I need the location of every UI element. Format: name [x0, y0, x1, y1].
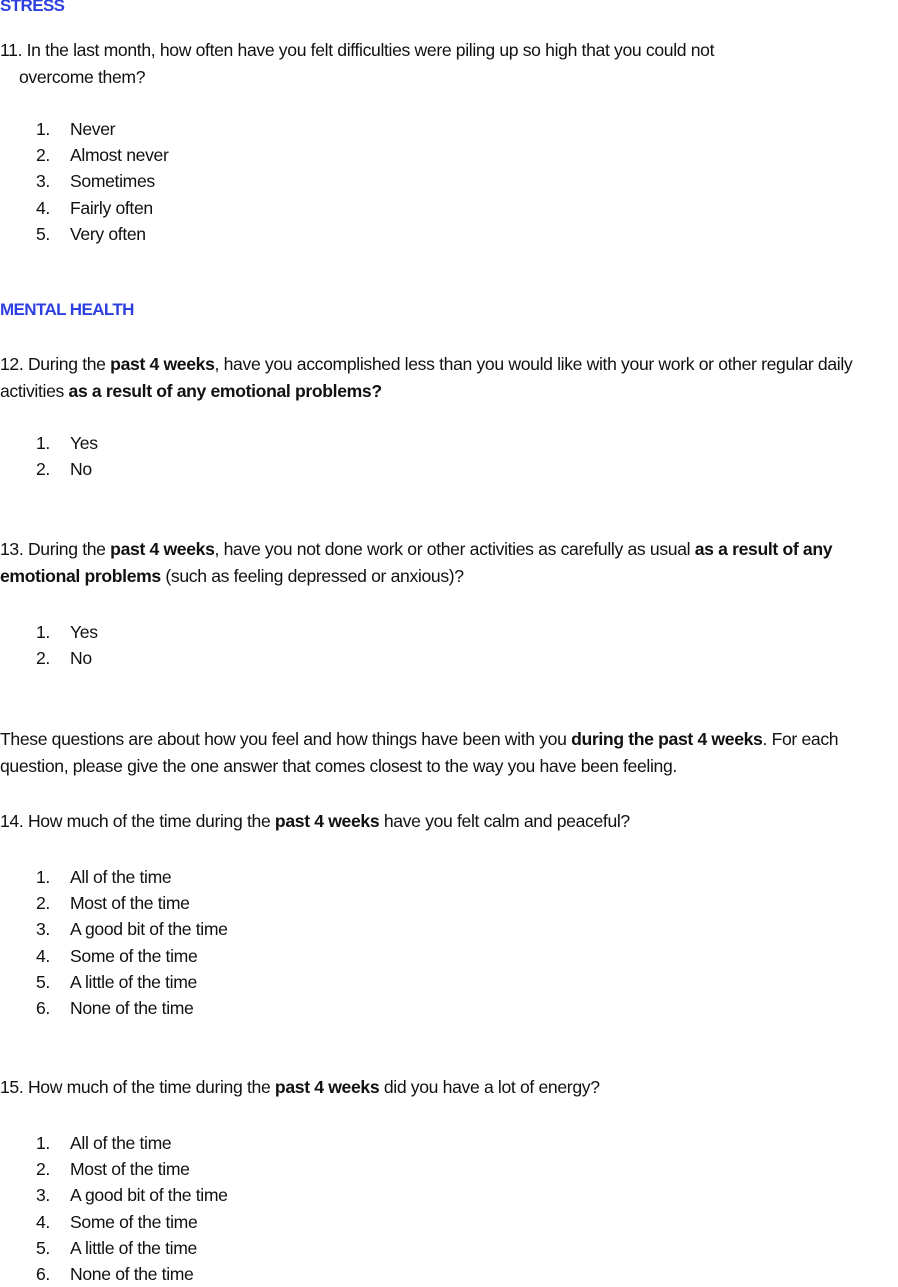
option-number: 1. — [36, 119, 50, 139]
option-label: Yes — [70, 433, 98, 453]
option-label: A good bit of the time — [70, 919, 228, 940]
option-number: 2. — [36, 459, 50, 480]
q11-option-2[interactable] — [36, 142, 168, 168]
q13-emphasis: past 4 weeks — [110, 539, 215, 559]
question-12-text — [0, 351, 898, 404]
q12-emphasis: past 4 weeks — [110, 354, 215, 374]
question-11-options — [36, 116, 168, 247]
option-label: Some of the time — [70, 945, 198, 966]
instructions-text-part: . For each question, please give the one answer that comes closest to the way you have been feeling. — [0, 729, 839, 776]
q15-emphasis: past 4 weeks — [274, 1077, 380, 1097]
section-heading-mental-health: MENTAL HEALTH — [0, 300, 134, 319]
question-11-line-2: overcome them? — [19, 66, 146, 87]
option-label: Never — [70, 119, 116, 139]
option-number: 6. — [36, 997, 50, 1018]
question-15-options — [36, 1130, 228, 1287]
q15-text-part: 15. How much of the time during the — [0, 1077, 275, 1097]
q15-text-part: did you have a lot of energy? — [379, 1077, 600, 1097]
option-number: 1. — [36, 867, 50, 887]
option-label: Yes — [70, 622, 98, 642]
option-number: 3. — [36, 919, 50, 940]
option-number: 4. — [36, 945, 50, 966]
option-number: 2. — [36, 1159, 50, 1180]
question-13-text — [0, 536, 898, 589]
option-label: A little of the time — [70, 971, 197, 992]
q15-option-4[interactable] — [36, 1209, 228, 1235]
q13-option-yes[interactable] — [36, 619, 98, 645]
option-label: A good bit of the time — [70, 1185, 228, 1206]
q12-option-yes[interactable] — [36, 430, 98, 456]
option-label: Almost never — [70, 145, 169, 166]
question-11-line-1: 11. In the last month, how often have you felt difficulties were piling up so high that you could not — [0, 40, 715, 60]
option-label: No — [70, 459, 92, 480]
q13-text-part: 13. During the — [0, 539, 111, 559]
q14-option-4[interactable] — [36, 943, 228, 969]
option-label: Very often — [70, 223, 146, 244]
question-12-options — [36, 430, 98, 482]
option-label: No — [70, 648, 92, 669]
q14-emphasis: past 4 weeks — [274, 811, 380, 831]
q12-emphasis: as a result of any emotional problems? — [68, 380, 382, 401]
q14-option-5[interactable] — [36, 969, 228, 995]
q11-option-4[interactable] — [36, 195, 168, 221]
option-number: 2. — [36, 893, 50, 914]
option-number: 6. — [36, 1263, 50, 1284]
option-number: 2. — [36, 145, 50, 166]
q13-text-part: (such as feeling depressed or anxious)? — [160, 565, 464, 586]
option-number: 1. — [36, 1133, 50, 1153]
q15-option-3[interactable] — [36, 1182, 228, 1208]
q11-option-3[interactable] — [36, 168, 168, 194]
q13-option-no[interactable] — [36, 645, 98, 671]
q12-option-no[interactable] — [36, 456, 98, 482]
option-label: A little of the time — [70, 1237, 197, 1258]
option-label: Most of the time — [70, 1159, 190, 1180]
q13-emphasis: as a result of any emotional problems — [0, 539, 833, 586]
q13-text-part: , have you not done work or other activities as carefully as usual — [214, 539, 695, 559]
option-label: None of the time — [70, 997, 194, 1018]
option-number: 1. — [36, 433, 50, 453]
q15-option-6[interactable] — [36, 1261, 228, 1287]
question-13-options — [36, 619, 98, 671]
option-number: 3. — [36, 171, 50, 192]
instructions-text-part: These questions are about how you feel and how things have been with you — [0, 729, 572, 749]
q14-option-3[interactable] — [36, 916, 228, 942]
q14-option-2[interactable] — [36, 890, 228, 916]
option-number: 4. — [36, 197, 50, 218]
q14-text-part: have you felt calm and peaceful? — [379, 811, 630, 831]
option-number: 1. — [36, 622, 50, 642]
q14-option-6[interactable] — [36, 995, 228, 1021]
q12-text-part: , have you accomplished less than you would like with your work or other regular daily activities — [0, 354, 853, 401]
option-number: 2. — [36, 648, 50, 669]
instructions-text — [0, 726, 898, 779]
option-label: Most of the time — [70, 893, 190, 914]
q15-option-1[interactable] — [36, 1130, 228, 1156]
q15-option-5[interactable] — [36, 1235, 228, 1261]
q12-text-part: 12. During the — [0, 354, 111, 374]
option-label: Some of the time — [70, 1211, 198, 1232]
q11-option-1[interactable] — [36, 116, 168, 142]
option-label: All of the time — [70, 1133, 172, 1153]
q15-option-2[interactable] — [36, 1156, 228, 1182]
instructions-emphasis: during the past 4 weeks — [571, 729, 763, 749]
question-11-text — [0, 37, 898, 90]
option-label: Fairly often — [70, 197, 153, 218]
option-number: 3. — [36, 1185, 50, 1206]
option-number: 5. — [36, 1237, 50, 1258]
option-number: 5. — [36, 971, 50, 992]
option-number: 5. — [36, 223, 50, 244]
question-14-text — [0, 808, 898, 835]
question-14-options — [36, 864, 228, 1021]
q14-option-1[interactable] — [36, 864, 228, 890]
option-label: All of the time — [70, 867, 172, 887]
section-heading-stress: STRESS — [0, 0, 65, 15]
q11-option-5[interactable] — [36, 221, 168, 247]
question-15-text — [0, 1074, 898, 1101]
option-label: None of the time — [70, 1263, 194, 1284]
option-number: 4. — [36, 1211, 50, 1232]
option-label: Sometimes — [70, 171, 155, 192]
q14-text-part: 14. How much of the time during the — [0, 811, 275, 831]
